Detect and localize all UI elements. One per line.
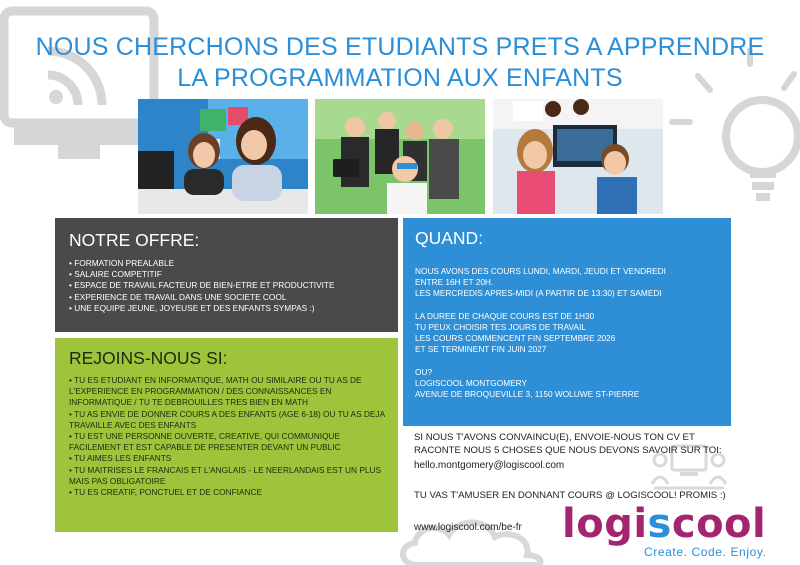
schedule-line: NOUS AVONS DES COURS LUNDI, MARDI, JEUDI ET VENDREDI [415, 266, 666, 276]
offer-panel [55, 218, 398, 332]
schedule-line [415, 300, 721, 311]
promise-text: TU VAS T'AMUSER EN DONNANT COURS @ LOGISCOOL! PROMIS :) [414, 490, 726, 501]
logo-part-cool: cool [671, 501, 767, 547]
photo-team-selfie [315, 99, 485, 214]
photo-kids-with-laptop [493, 99, 663, 214]
list-item: • ESPACE DE TRAVAIL FACTEUR DE BIEN-ETRE ET PRODUCTIVITE [69, 280, 335, 291]
title-line-1: NOUS CHERCHONS DES ETUDIANTS PRETS A APPRENDRE [35, 33, 765, 61]
logiscool-logo [562, 502, 792, 562]
schedule-line: ET SE TERMINENT FIN JUIN 2027 [415, 344, 547, 355]
list-item: • TU ES ETUDIANT EN INFORMATIQUE, MATH OU SIMILAIRE OU TU AS DE L'EXPERIENCE EN PROGRAMMATION / DES CONNAISSANCES EN INFORMATIQUE / TU TE DEBROUILLES TRES BIEN EN MATH [69, 375, 362, 408]
schedule-line [415, 356, 721, 367]
schedule-line: LOGISCOOL MONTGOMERY [415, 378, 528, 388]
page-title [0, 32, 800, 94]
schedule-line: LES MERCREDIS APRES-MIDI (A PARTIR DE 13:30) ET SAMEDI [415, 288, 662, 299]
logo-wordmark [562, 502, 766, 546]
schedule-line: AVENUE DE BROQUEVILLE 3, 1150 WOLUWE ST-PIERRE [415, 389, 640, 400]
requirements-heading: REJOINS-NOUS SI: [69, 348, 228, 368]
logo-tagline: Create. Code. Enjoy. [644, 545, 767, 559]
offer-list [55, 250, 398, 314]
schedule-line: TU PEUX CHOISIR TES JOURS DE TRAVAIL [415, 322, 586, 332]
list-item: • EXPERIENCE DE TRAVAIL DANS UNE SOCIETE COOL [69, 291, 287, 302]
logo-part-s: s [647, 501, 672, 547]
schedule-details [403, 248, 731, 400]
requirements-list [55, 368, 398, 498]
logo-part-logi: logi [562, 501, 648, 547]
list-item: • TU AIMES LES ENFANTS [69, 453, 172, 464]
schedule-line: OU? [415, 366, 433, 377]
offer-heading: NOTRE OFFRE: [69, 230, 200, 250]
list-item: • SALAIRE COMPETITIF [69, 269, 162, 280]
website-link[interactable]: www.logiscool.com/be-fr [414, 522, 522, 533]
requirements-panel [55, 338, 398, 532]
list-item: • TU EST UNE PERSONNE OUVERTE, CREATIVE, QUI COMMUNIQUE FACILEMENT ET EST CAPABLE DE PRESENTER DEVANT UN PUBLIC [69, 431, 341, 453]
list-item: • TU ES CREATIF, PONCTUEL ET DE CONFIANCE [69, 487, 262, 498]
schedule-panel [403, 218, 731, 426]
title-line-2: LA PROGRAMMATION AUX ENFANTS [177, 64, 623, 92]
photo-girls-at-computer [138, 99, 308, 214]
email-address[interactable]: hello.montgomery@logiscool.com [414, 460, 565, 471]
list-item: • UNE EQUIPE JEUNE, JOYEUSE ET DES ENFANTS SYMPAS :) [69, 302, 315, 313]
schedule-line: LA DUREE DE CHAQUE COURS EST DE 1H30 [415, 310, 595, 321]
list-item: • TU MAITRISES LE FRANCAIS ET L'ANGLAIS - LE NEERLANDAIS EST UN PLUS MAIS PAS OBLIGATOIRE [69, 464, 382, 486]
schedule-heading: QUAND: [415, 228, 484, 248]
cta-text: SI NOUS T'AVONS CONVAINCU(E), ENVOIE-NOUS TON CV ET RACONTE NOUS 5 CHOSES QUE NOUS DEVONS SAVOIR SUR TOI: [414, 432, 722, 457]
list-item: • FORMATION PREALABLE [69, 258, 175, 268]
schedule-line: LES COURS COMMENCENT FIN SEPTEMBRE 2026 [415, 333, 616, 344]
list-item: • TU AS ENVIE DE DONNER COURS A DES ENFANTS (AGE 6-18) OU TU AS DEJA TRAVAILLE AVEC DES ENFANTS [69, 408, 385, 430]
schedule-line: ENTRE 16H ET 20H. [415, 277, 494, 288]
